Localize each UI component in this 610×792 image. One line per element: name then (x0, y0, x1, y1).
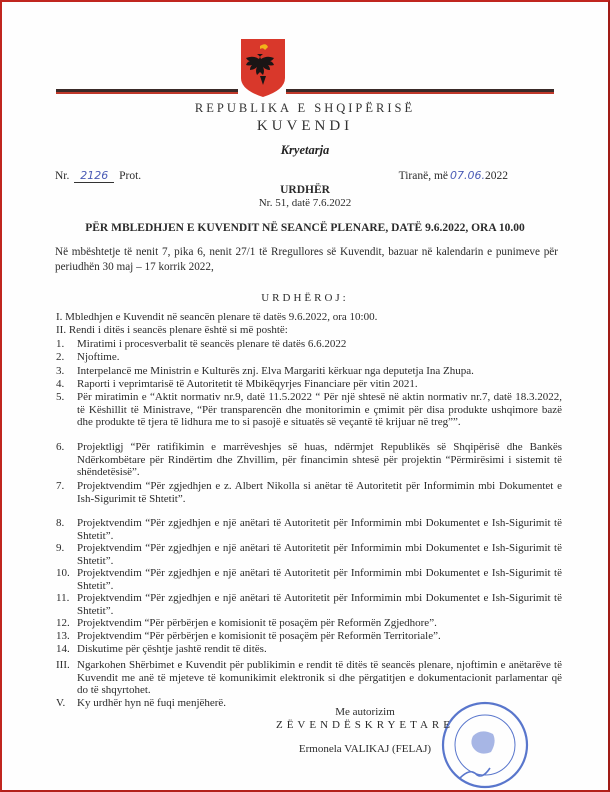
agenda-item (56, 338, 562, 351)
agenda-item-number: 4. (56, 378, 65, 390)
header-rule-right (286, 89, 554, 92)
agenda-item-text: Projektvendim “Për zgjedhjen e z. Albert Nikolla si anëtar të Autoritetit për Informimin mbi Dokumentet e Ish-Sigurimit të Shtetit”. (77, 480, 562, 505)
institution-heading: KUVENDI (256, 118, 354, 134)
signatory-name: Ermonela VALIKAJ (FELAJ) (298, 743, 432, 755)
agenda-item (56, 365, 562, 378)
agenda-item-number: 11. (56, 592, 70, 604)
agenda-item (56, 517, 562, 542)
agenda-item-number: 9. (56, 542, 65, 554)
agenda-item-number: 1. (56, 338, 65, 350)
protocol-number (55, 169, 141, 183)
point-i: I. Mbledhjen e Kuvendit në seancën plenare të datës 9.6.2022, ora 10:00. (56, 311, 378, 323)
nr-label: Nr. (55, 170, 70, 182)
point-iii (56, 659, 562, 697)
agenda-item (56, 378, 562, 391)
agenda-item (56, 391, 562, 429)
agenda-item-text: Projektvendim “Për zgjedhjen e një anëtari të Autoritetit për Informimin mbi Dokumentet e Ish-Sigurimit të Shtetit”. (77, 567, 562, 592)
office-heading: Kryetarja (280, 143, 330, 157)
agenda-item-number: 8. (56, 517, 65, 529)
agenda-item-number: 14. (56, 643, 70, 655)
authorization-label: Me autorizim (335, 706, 395, 718)
point-v-text: Ky urdhër hyn në fuqi menjëherë. (77, 697, 227, 709)
agenda-item-number: 7. (56, 480, 65, 492)
agenda-item (56, 630, 562, 643)
agenda-item-number: 10. (56, 567, 70, 579)
agenda-item (56, 441, 562, 479)
agenda-item (56, 617, 562, 630)
agenda-item-text: Projektvendim “Për përbërjen e komisionit të posaçëm për Reformën Zgjedhore”. (77, 617, 437, 629)
order-number: Nr. 51, datë 7.6.2022 (258, 197, 352, 209)
decree-heading: URDHËROJ: (261, 292, 349, 304)
agenda-item-text: Projektvendim “Për përbërjen e komisionit të posaçëm për Reformën Territoriale”. (77, 630, 441, 642)
agenda-item (56, 643, 562, 656)
agenda-item-number: 2. (56, 351, 65, 363)
handwritten-protocol-number: 2126 (74, 169, 114, 183)
agenda-item-text: Diskutime për çështje jashtë rendit të ditës. (77, 643, 267, 655)
point-v-number: V. (56, 697, 66, 709)
year: 2022 (485, 170, 508, 182)
albanian-coat-of-arms-icon (240, 38, 286, 98)
agenda-item-text: Raporti i veprimtarisë të Autoritetit të Mbikëqyrjes Financiare për vitin 2021. (77, 378, 418, 390)
agenda-item-number: 6. (56, 441, 65, 453)
agenda-item-text: Njoftime. (77, 351, 120, 363)
point-iii-text: Ngarkohen Shërbimet e Kuvendit për publikimin e rendit të ditës të seancës plenare, njoftimin e anëtarëve të Kuvendit me anë të mjeteve të komunikimit elektronik si dhe përgatitjen e dokumentacionit parlamentar që do të shqyrtohet. (77, 659, 562, 697)
prot-label: Prot. (119, 170, 142, 182)
order-title: URDHËR (280, 184, 330, 196)
signatory-role: ZËVENDËSKRYETARE (275, 719, 454, 731)
agenda-item-text: Projektvendim “Për zgjedhjen e një anëtari të Autoritetit për Informimin mbi Dokumentet e Ish-Sigurimit të Shtetit”. (77, 592, 562, 617)
agenda-item-number: 12. (56, 617, 70, 629)
handwritten-date: 07.06. (450, 169, 485, 182)
agenda-item-number: 5. (56, 391, 65, 403)
agenda-item-text: Për miratimin e “Aktit normativ nr.9, datë 11.5.2022 “ Për një shtesë në aktin normativ nr.7, datë 18.3.2022, të Këshillit të Ministrave, “Për transparencën dhe monitorimin e çmimit për disa produkte ushqimore bazë dhe produkte të tjera të lidhura me to si pasojë e situatës së veçantë të krijuar në treg””. (77, 391, 562, 429)
agenda-item-text: Interpelancë me Ministrin e Kulturës znj. Elva Margariti kërkuar nga deputetja Ina Zhupa. (77, 365, 474, 377)
point-iii-number: III. (56, 659, 70, 671)
agenda-item-number: 13. (56, 630, 70, 642)
agenda-item (56, 351, 562, 364)
agenda-item-text: Miratimi i procesverbalit të seancës plenare të datës 6.6.2022 (77, 338, 347, 350)
header-rule-left (56, 89, 238, 92)
agenda-item-text: Projektvendim “Për zgjedhjen e një anëtari të Autoritetit për Informimin mbi Dokumentet e Ish-Sigurimit të Shtetit”. (77, 517, 562, 542)
order-subject: PËR MBLEDHJEN E KUVENDIT NË SEANCË PLENARE, DATË 9.6.2022, ORA 10.00 (85, 222, 525, 234)
agenda-item (56, 567, 562, 592)
agenda-item-number: 3. (56, 365, 65, 377)
order-intro: Në mbështetje të nenit 7, pika 6, nenit 27/1 të Rregullores së Kuvendit, bazuar në kalendarin e punimeve për periudhën 30 maj – 17 korrik 2022, (55, 246, 558, 273)
place-label: Tiranë, më (398, 170, 448, 182)
agenda-item-text: Projektligj “Për ratifikimin e marrëveshjes së huas, ndërmjet Republikës së Shqipërisë dhe Bankës Ndërkombëtare për Rindërtim dhe Zhvillim, për financimin shtesë për projektin “Përmirësimi i sistemit të shëndetësisë”. (77, 441, 562, 479)
agenda-item-text: Projektvendim “Për zgjedhjen e një anëtari të Autoritetit për Informimin mbi Dokumentet e Ish-Sigurimit të Shtetit”. (77, 542, 562, 567)
agenda-item (56, 542, 562, 567)
place-date (399, 169, 508, 182)
agenda-item (56, 480, 562, 505)
point-ii: II. Rendi i ditës i seancës plenare është si më poshtë: (56, 324, 288, 336)
agenda-item (56, 592, 562, 617)
republic-heading: REPUBLIKA E SHQIPËRISË (194, 101, 416, 115)
